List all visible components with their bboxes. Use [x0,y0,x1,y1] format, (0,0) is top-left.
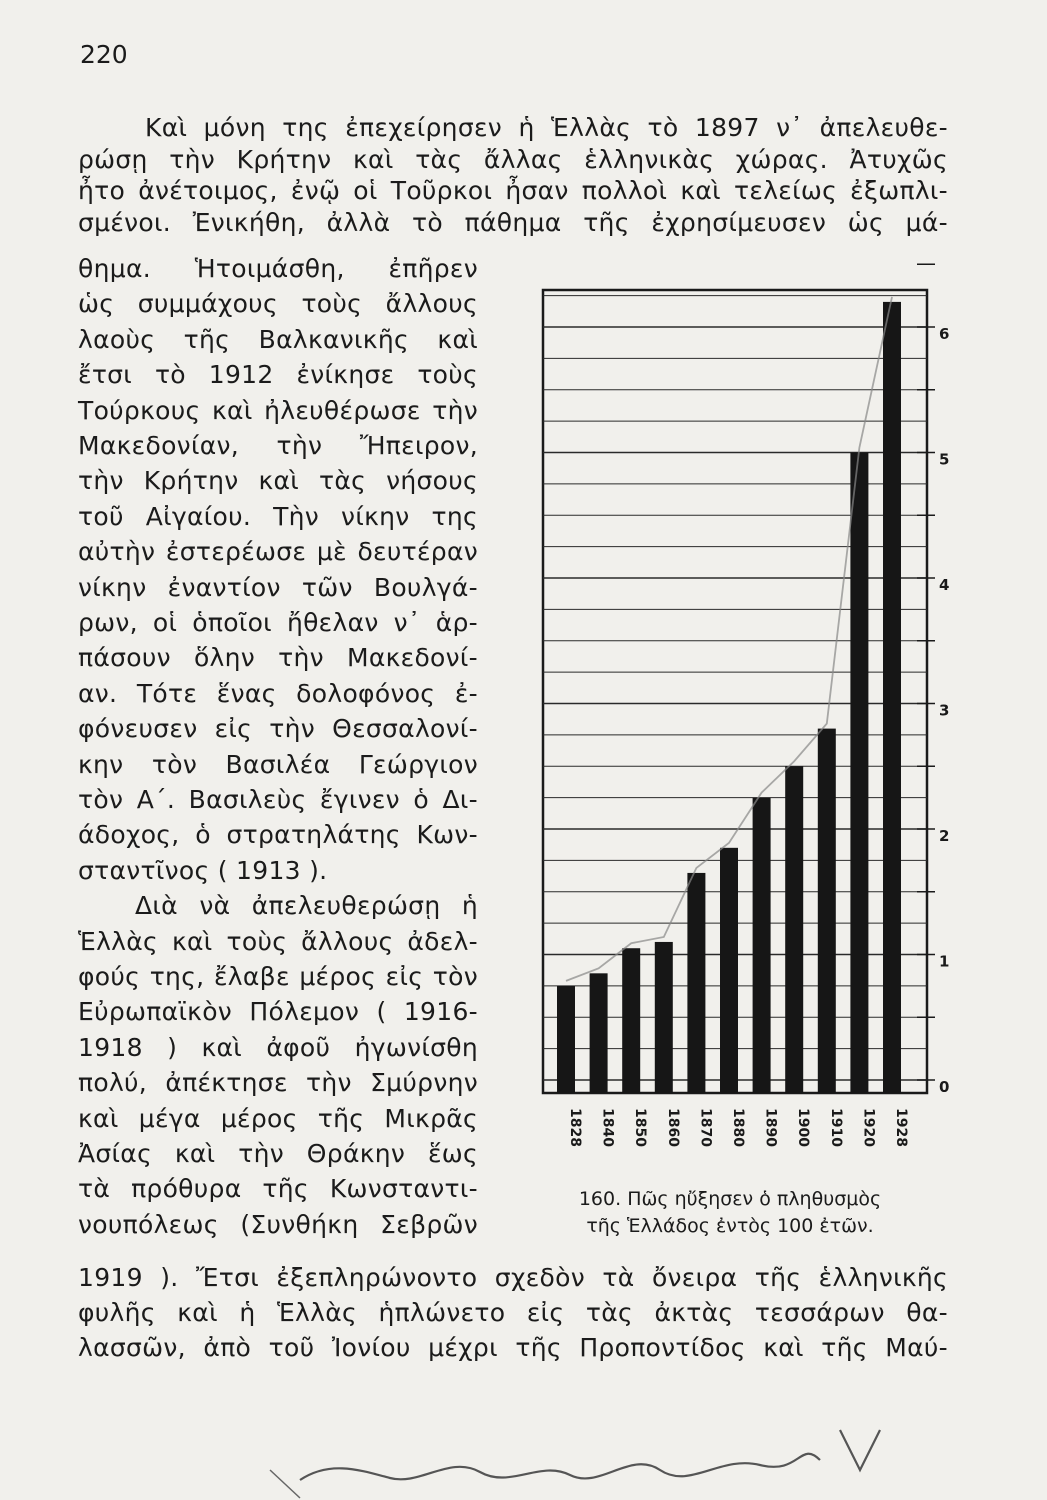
x-tick-label: 1880 [730,1108,746,1147]
x-tick-label: 1840 [599,1108,616,1147]
text-line: άδοχος, ὁ στρατηλάτης Κων- [78,820,478,850]
text-line: Διὰ νὰ ἀπελευθερώσῃ ἡ [135,891,478,921]
text-line: Ἀσίας καὶ τὴν Θράκην ἕως [78,1139,478,1168]
text-line: Καὶ μόνη της ἐπεχείρησεν ἡ Ἑλλὰς τὸ 1897 ν᾽ ἀπελευθε- [145,113,948,142]
text-line: 1919 ). Ἔτσι ἐξεπληρώνοντο σχεδὸν τὰ ὄνειρα τῆς ἑλληνικῆς [78,1263,948,1292]
y-tick-label: 3 [939,701,950,720]
text-line: Εὐρωπαϊκὸν Πόλεμον ( 1916- [78,997,478,1027]
text-line: νουπόλεως (Συνθήκη Σεβρῶν [78,1209,478,1239]
text-line: τοῦ Αἰγαίου. Τὴν νίκην της [78,501,478,531]
y-tick-label: 5 [939,450,950,469]
text-line: νίκην ἐναντίον τῶν Βουλγά- [78,572,478,602]
text-line: 1918 ) καὶ ἀφοῦ ἠγωνίσθη [78,1032,478,1062]
x-tick-label: 1890 [762,1108,779,1147]
text-line: φούς της, ἔλαβε μέρος εἰς τὸν [78,962,478,991]
text-line: κην τὸν Βασιλέα Γεώργιον [78,749,478,779]
text-line: Μακεδονίαν, τὴν Ἤπειρον, [78,431,478,460]
x-tick-label: 1920 [860,1108,877,1147]
y-tick-label: 2 [939,827,950,845]
figure-caption-line-1: 160. Πῶς ηὔξησεν ὁ πληθυσμὸς [578,1188,882,1210]
text-line: ἦτο ἀνέτοιμος, ἐνῷ οἱ Τοῦρκοι ἦσαν πολλοὶ καὶ τελείως ἐξωπλι- [78,176,948,205]
text-line: θημα. Ἡτοιμάσθη, ἐπῆρεν [78,254,478,283]
y-tick-label: 4 [939,576,950,594]
text-line: φόνευσεν εἰς τὴν Θεσσαλονί- [78,714,478,744]
text-line: καὶ μέγα μέρος τῆς Μικρᾶς [78,1103,478,1133]
page-number: 220 [80,40,128,69]
y-tick-label: 1 [939,952,950,971]
text-line: λασσῶν, ἀπὸ τοῦ Ἰονίου μέχρι τῆς Προποντίδος καὶ τῆς Μαύ- [78,1333,948,1362]
text-line: τὸν Α΄. Βασιλεὺς ἔγινεν ὁ Δι- [78,785,478,814]
text-line: σταντῖνος ( 1913 ). [78,855,328,885]
text-line: λαοὺς τῆς Βαλκανικῆς καὶ [78,324,478,354]
text-line: τὰ πρόθυρα τῆς Κωνσταντι- [78,1174,478,1204]
x-tick-label: 1870 [697,1108,714,1147]
text-line: πολύ, ἀπέκτησε τὴν Σμύρνην [78,1068,478,1098]
text-line: αὐτὴν ἐστερέωσε μὲ δευτέραν [78,537,478,567]
x-tick-label: 1860 [664,1108,681,1147]
figure-caption-line-2: τῆς Ἑλλάδος ἐντὸς 100 ἐτῶν. [586,1215,874,1237]
y-tick-label: 6 [939,325,950,343]
text-line: Ἑλλὰς καὶ τοὺς ἄλλους ἀδελ- [78,926,478,956]
text-line: τὴν Κρήτην καὶ τὰς νήσους [78,466,478,496]
text-line: αν. Τότε ἕνας δολοφόνος ἐ- [78,678,478,708]
text-line: ὡς συμμάχους τοὺς ἄλλους [78,289,478,319]
y-tick-label: 0 [939,1078,950,1096]
text-line: ρώσῃ τὴν Κρήτην καὶ τὰς ἄλλας ἑλληνικὰς χώρας. Ἀτυχῶς [78,144,948,174]
text-line: φυλῆς καὶ ἡ Ἑλλὰς ἡπλώνετο εἰς τὰς ἀκτὰς τεσσάρων θα- [78,1298,948,1327]
text-line: σμένοι. Ἐνικήθη, ἀλλὰ τὸ πάθημα τῆς ἐχρησίμευσεν ὡς μά- [78,207,948,237]
x-tick-label: 1928 [893,1108,909,1147]
text-line: ρων, οἱ ὁποῖοι ἤθελαν ν᾽ ἁρ- [78,608,478,637]
x-tick-label: 1900 [795,1108,812,1147]
x-tick-label: 1850 [632,1108,649,1147]
text-line: Τούρκους καὶ ἠλευθέρωσε τὴν [78,395,478,425]
text-line: ἔτσι τὸ 1912 ἐνίκησε τοὺς [78,360,478,390]
text-line: πάσουν ὅλην τὴν Μακεδονί- [78,643,478,673]
x-tick-label: 1828 [567,1108,583,1147]
x-tick-label: 1910 [827,1108,844,1147]
